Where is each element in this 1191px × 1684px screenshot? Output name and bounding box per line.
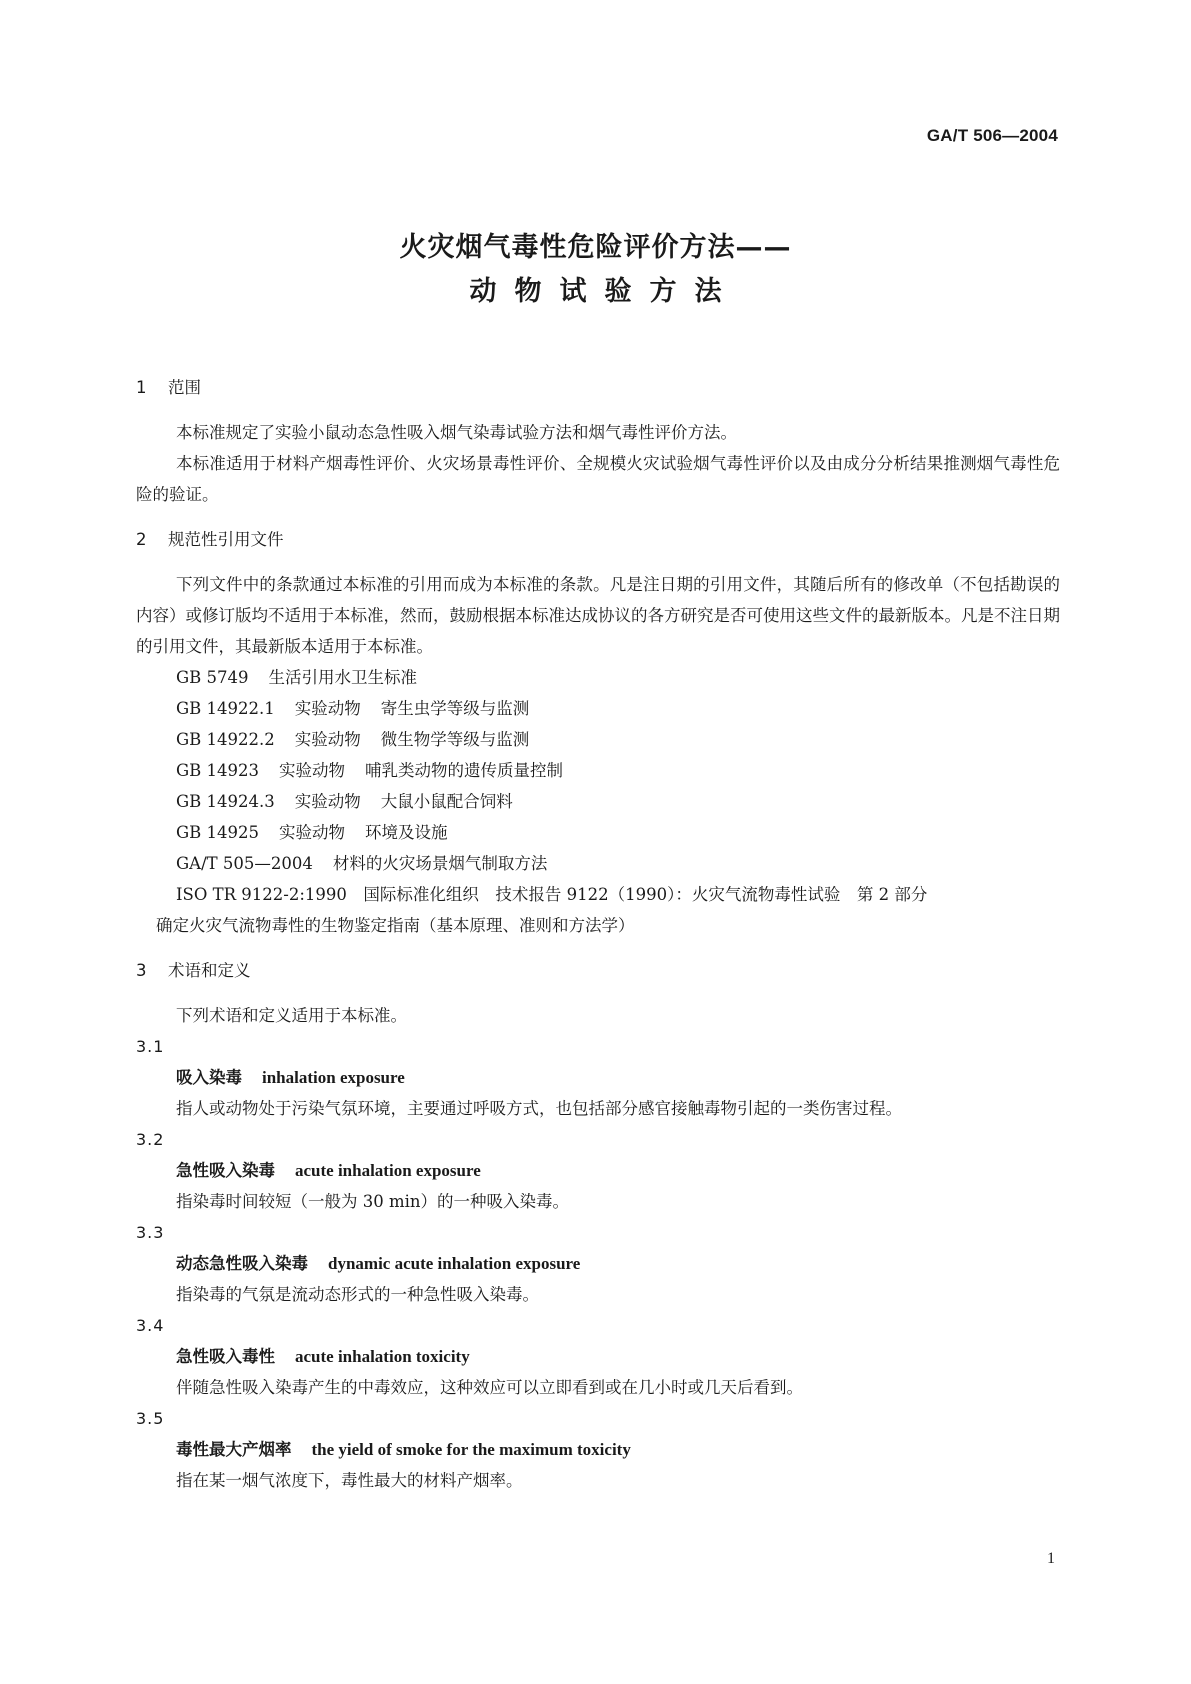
reference-item	[136, 724, 1060, 755]
term-number: 3.1	[136, 1037, 165, 1056]
term-english: inhalation exposure	[262, 1068, 405, 1087]
section-number: 3	[136, 961, 147, 980]
reference-part: 实验动物	[279, 761, 346, 780]
section-3-heading	[136, 955, 1060, 986]
reference-title: 哺乳类动物的遗传质量控制	[365, 761, 564, 780]
term-number: 3.5	[136, 1409, 165, 1428]
term-english: acute inhalation toxicity	[295, 1347, 470, 1366]
section-2-heading	[136, 524, 1060, 555]
reference-title: 微生物学等级与监测	[380, 730, 530, 749]
reference-title: 材料的火灾场景烟气制取方法	[332, 854, 548, 873]
reference-code: GB 5749	[176, 668, 249, 687]
term-english: dynamic acute inhalation exposure	[328, 1254, 581, 1273]
term-number: 3.2	[136, 1130, 165, 1149]
reference-list	[136, 662, 1060, 941]
term-english: the yield of smoke for the maximum toxicity	[311, 1440, 631, 1459]
term-definition: 指染毒的气氛是流动态形式的一种急性吸入染毒。	[176, 1285, 539, 1304]
reference-title: 生活引用水卫生标准	[268, 668, 418, 687]
term-number: 3.4	[136, 1316, 165, 1335]
term-entry	[136, 1031, 1060, 1124]
term-chinese: 急性吸入毒性	[176, 1347, 275, 1366]
term-chinese: 毒性最大产烟率	[176, 1440, 292, 1459]
paragraph: 下列文件中的条款通过本标准的引用而成为本标准的条款。凡是注日期的引用文件，其随后所有的修改单（不包括勘误的内容）或修订版均不适用于本标准，然而，鼓励根据本标准达成协议的各方研究是否可使用这些文件的最新版本。凡是不注日期的引用文件，其最新版本适用于本标准。	[136, 575, 1060, 656]
section-title: 规范性引用文件	[168, 530, 284, 549]
reference-part: 实验动物	[294, 730, 361, 749]
term-chinese: 动态急性吸入染毒	[176, 1254, 308, 1273]
reference-item	[136, 662, 1060, 693]
term-title	[136, 1434, 1060, 1465]
term-title	[136, 1248, 1060, 1279]
page-number: 1	[1047, 1550, 1055, 1567]
reference-code: GB 14924.3	[176, 792, 275, 811]
document-body	[136, 372, 1060, 1496]
reference-code: GB 14922.2	[176, 730, 275, 749]
term-entry	[136, 1217, 1060, 1310]
section-number: 1	[136, 378, 147, 397]
term-definition: 指人或动物处于污染气氛环境，主要通过呼吸方式，也包括部分感官接触毒物引起的一类伤害过程。	[176, 1099, 902, 1118]
reference-title: 大鼠小鼠配合饲料	[380, 792, 513, 811]
standard-code: GA/T 506—2004	[926, 126, 1058, 145]
term-entry	[136, 1310, 1060, 1403]
reference-item	[136, 848, 1060, 879]
reference-part: 实验动物	[294, 699, 361, 718]
reference-code: GB 14923	[176, 761, 260, 780]
title-line-2: 动物试验方法	[469, 276, 740, 307]
paragraph: 本标准规定了实验小鼠动态急性吸入烟气染毒试验方法和烟气毒性评价方法。	[176, 423, 737, 442]
section-1-heading	[136, 372, 1060, 403]
reference-item	[136, 817, 1060, 848]
reference-item-iso: ISO TR 9122-2:1990 国际标准化组织 技术报告 9122（1990）：火灾气流物毒性试验 第 2 部分	[176, 885, 928, 904]
term-definition: 伴随急性吸入染毒产生的中毒效应，这种效应可以立即看到或在几小时或几天后看到。	[176, 1378, 803, 1397]
reference-item	[136, 693, 1060, 724]
term-title	[136, 1341, 1060, 1372]
term-english: acute inhalation exposure	[295, 1161, 481, 1180]
reference-code: GB 14922.1	[176, 699, 275, 718]
reference-title: 寄生虫学等级与监测	[380, 699, 530, 718]
term-definition: 指在某一烟气浓度下，毒性最大的材料产烟率。	[176, 1471, 523, 1490]
reference-code: GA/T 505—2004	[176, 854, 313, 873]
term-title	[136, 1062, 1060, 1093]
reference-item	[136, 786, 1060, 817]
reference-code: GB 14925	[176, 823, 260, 842]
reference-title: 环境及设施	[365, 823, 448, 842]
reference-part: 实验动物	[294, 792, 361, 811]
term-entry	[136, 1403, 1060, 1496]
paragraph: 本标准适用于材料产烟毒性评价、火灾场景毒性评价、全规模火灾试验烟气毒性评价以及由成分分析结果推测烟气毒性危险的验证。	[136, 454, 1060, 504]
term-title	[136, 1155, 1060, 1186]
term-chinese: 吸入染毒	[176, 1068, 242, 1087]
reference-item	[136, 755, 1060, 786]
section-title: 术语和定义	[168, 961, 251, 980]
title-line-1: 火灾烟气毒性危险评价方法——	[399, 232, 792, 263]
section-title: 范围	[168, 378, 201, 397]
reference-part: 实验动物	[279, 823, 346, 842]
term-entry	[136, 1124, 1060, 1217]
term-definition: 指染毒时间较短（一般为 30 min）的一种吸入染毒。	[176, 1192, 570, 1211]
section-number: 2	[136, 530, 147, 549]
term-chinese: 急性吸入染毒	[176, 1161, 275, 1180]
term-number: 3.3	[136, 1223, 165, 1242]
document-title	[0, 228, 1191, 312]
reference-item-iso-continued: 确定火灾气流物毒性的生物鉴定指南（基本原理、准则和方法学）	[156, 916, 635, 935]
paragraph: 下列术语和定义适用于本标准。	[176, 1006, 407, 1025]
